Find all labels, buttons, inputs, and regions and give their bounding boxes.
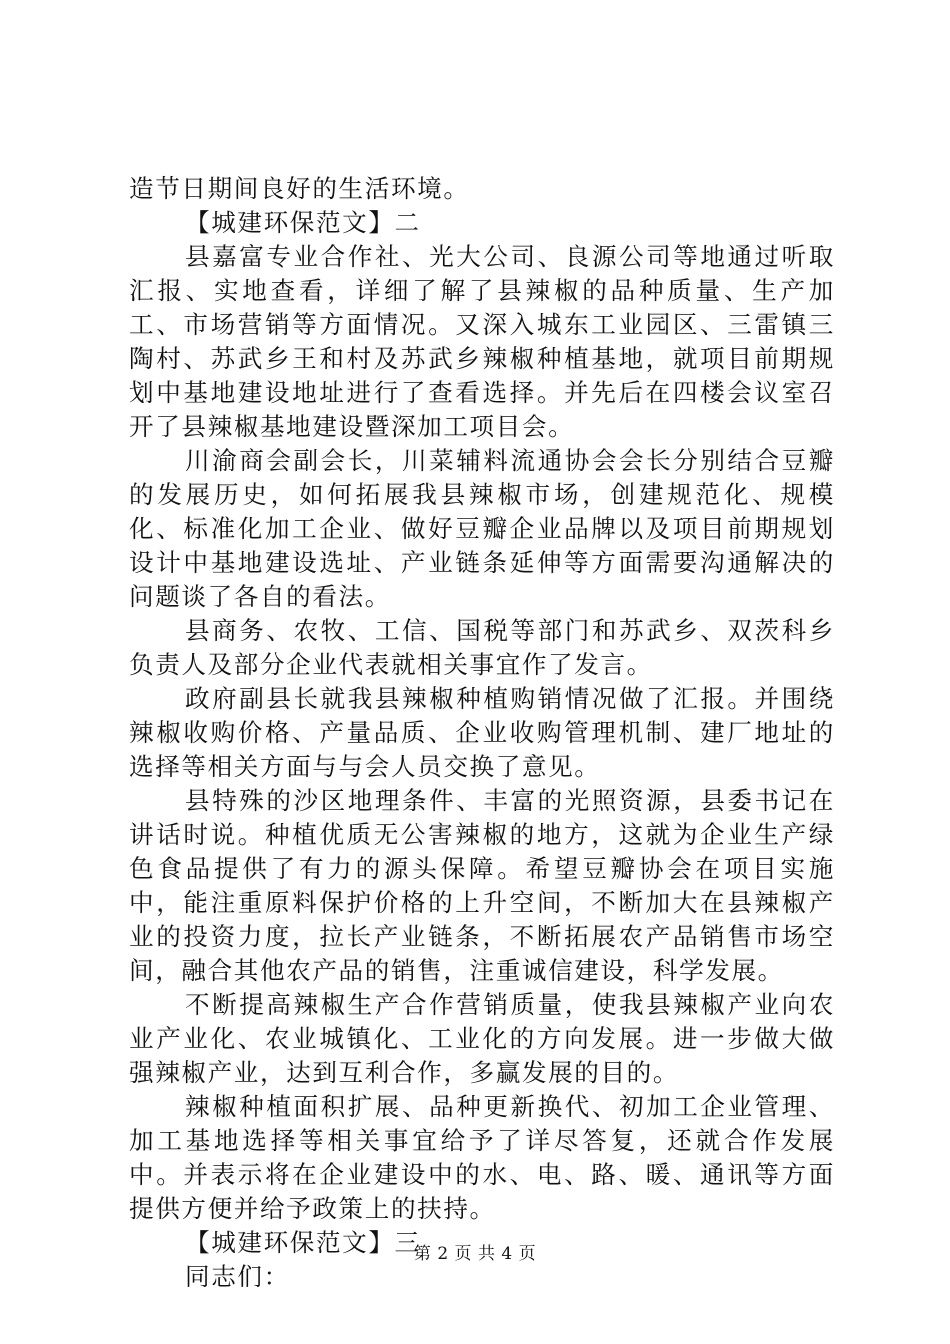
salutation: 同志们： — [185, 1262, 290, 1291]
section-heading-2: 【城建环保范文】二 — [185, 208, 421, 237]
paragraph-4: 川渝商会副会长，川菜辅料流通协会会长分别结合豆瓣的发展历史，如何拓展我县辣椒市场，创建规范化、规模化、标准化加工企业、做好豆瓣企业品牌以及项目前期规划设计中基地建设选址、产业链条延伸等方面需要沟通解决的问题谈了各自的看法。 — [129, 446, 835, 611]
paragraph-5: 县商务、农牧、工信、国税等部门和苏武乡、双茨科乡负责人及部分企业代表就相关事宜作了发言。 — [129, 616, 835, 679]
paragraph-6: 政府副县长就我县辣椒种植购销情况做了汇报。并围绕辣椒收购价格、产量品质、企业收购管理机制、建厂地址的选择等相关方面与与会人员交换了意见。 — [129, 684, 835, 781]
paragraph-3: 县嘉富专业合作社、光大公司、良源公司等地通过听取汇报、实地查看，详细了解了县辣椒的品种质量、生产加工、市场营销等方面情况。又深入城东工业园区、三雷镇三陶村、苏武乡王和村及苏武乡辣椒种植基地，就项目前期规划中基地建设地址进行了查看选择。并先后在四楼会议室召开了县辣椒基地建设暨深加工项目会。 — [129, 242, 835, 441]
paragraph-9: 辣椒种植面积扩展、品种更新换代、初加工企业管理、加工基地选择等相关事宜给予了详尽答复，还就合作发展中。并表示将在企业建设中的水、电、路、暖、通讯等方面提供方便并给予政策上的扶持。 — [129, 1092, 835, 1223]
paragraph-1: 造节日期间良好的生活环境。 — [129, 174, 470, 203]
paragraph-8: 不断提高辣椒生产合作营销质量，使我县辣椒产业向农业产业化、农业城镇化、工业化的方向发展。进一步做大做强辣椒产业，达到互利合作，多赢发展的目的。 — [129, 990, 835, 1087]
paragraph-7: 县特殊的沙区地理条件、丰富的光照资源，县委书记在讲话时说。种植优质无公害辣椒的地方，这就为企业生产绿色食品提供了有力的源头保障。希望豆瓣协会在项目实施中，能注重原料保护价格的上升空间，不断加大在县辣椒产业的投资力度，拉长产业链条，不断拓展农产品销售市场空间，融合其他农产品的销售，注重诚信建设，科学发展。 — [129, 786, 835, 985]
document-body — [129, 172, 835, 1294]
page-number-footer: 第 2 页 共 4 页 — [413, 1244, 537, 1264]
section-heading-3: 【城建环保范文】三 — [185, 1228, 421, 1257]
